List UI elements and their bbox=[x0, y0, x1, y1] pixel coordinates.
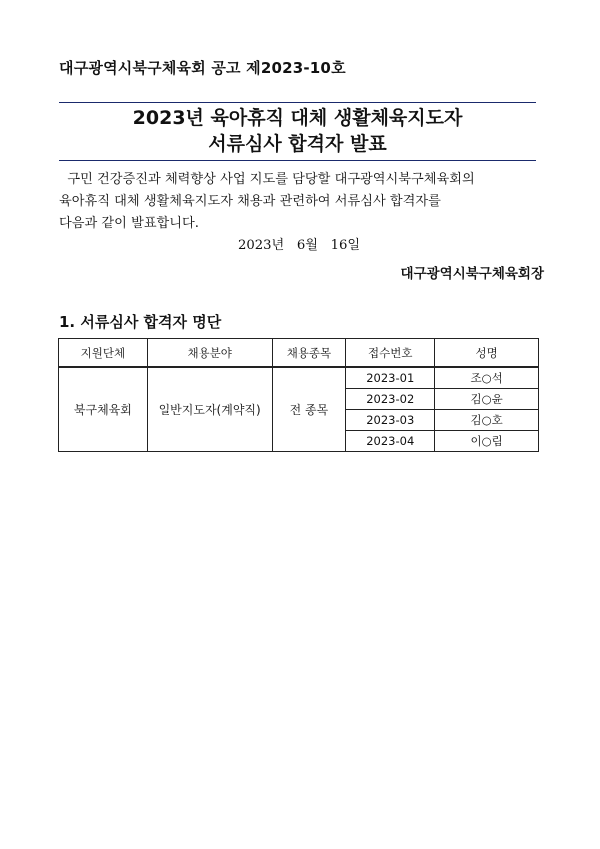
cell-application-number: 2023-02 bbox=[346, 389, 435, 410]
header-field: 채용분야 bbox=[147, 339, 272, 368]
cell-application-number: 2023-04 bbox=[346, 431, 435, 452]
cell-application-number: 2023-01 bbox=[346, 367, 435, 389]
header-application-number: 접수번호 bbox=[346, 339, 435, 368]
issuer-signature: 대구광역시북구체육회장 bbox=[400, 266, 544, 282]
announcement-date: 2023년 6월 16일 bbox=[238, 238, 361, 253]
header-event: 채용종목 bbox=[272, 339, 346, 368]
document-title-line-2: 서류심사 합격자 발표 bbox=[208, 133, 387, 155]
body-line-1: 구민 건강증진과 체력향상 사업 지도를 담당할 대구광역시북구체육회의 bbox=[59, 172, 475, 187]
applicant-table bbox=[58, 338, 539, 452]
table-row bbox=[59, 367, 539, 389]
title-top-rule bbox=[59, 102, 536, 103]
cell-event: 전 종목 bbox=[272, 367, 346, 452]
document-title-line-1: 2023년 육아휴직 대체 생활체육지도자 bbox=[132, 107, 463, 129]
cell-application-number: 2023-03 bbox=[346, 410, 435, 431]
cell-name: 김○윤 bbox=[435, 389, 539, 410]
cell-name: 조○석 bbox=[435, 367, 539, 389]
cell-field: 일반지도자(계약직) bbox=[147, 367, 272, 452]
table-header-row bbox=[59, 339, 539, 368]
announcement-body bbox=[59, 169, 549, 235]
cell-organization: 북구체육회 bbox=[59, 367, 148, 452]
title-bottom-rule bbox=[59, 160, 536, 161]
header-name: 성명 bbox=[435, 339, 539, 368]
body-line-3: 다음과 같이 발표합니다. bbox=[59, 216, 199, 231]
section-title: 1. 서류심사 합격자 명단 bbox=[59, 313, 222, 331]
header-organization: 지원단체 bbox=[59, 339, 148, 368]
cell-name: 김○호 bbox=[435, 410, 539, 431]
cell-name: 이○림 bbox=[435, 431, 539, 452]
announcement-number: 대구광역시북구체육회 공고 제2023-10호 bbox=[59, 59, 346, 77]
body-line-2: 육아휴직 대체 생활체육지도자 채용과 관련하여 서류심사 합격자를 bbox=[59, 194, 441, 209]
